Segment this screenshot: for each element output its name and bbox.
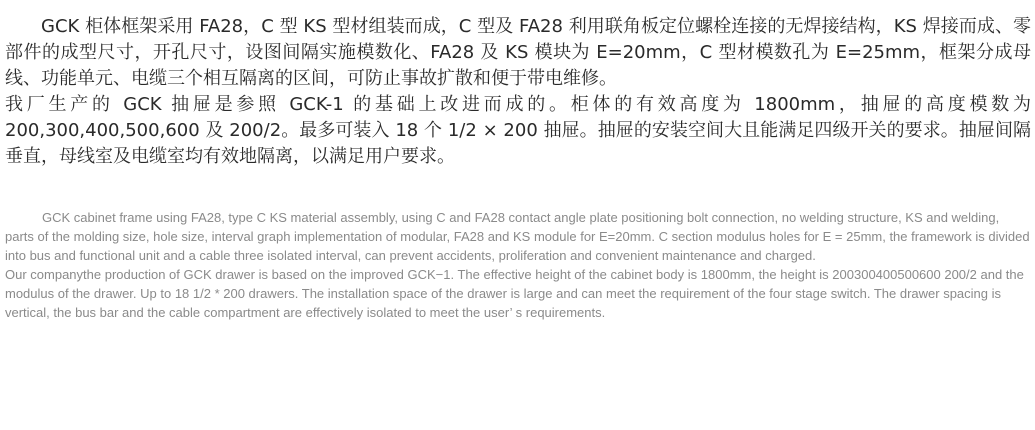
chinese-paragraph-drawer: 我厂生产的 GCK 抽屉是参照 GCK-1 的基础上改进而成的。柜体的有效高度为 1800mm，抽屉的高度模数为 200,300,400,500,600 及 200/2。最多可装入 18 个 1/2 × 200 抽屉。抽屉的安装空间大且能满足四级开关的要求。抽屉间隔垂直，母线室及电缆室均有效地隔离，以满足用户要求。 bbox=[5, 94, 1031, 167]
chinese-description bbox=[5, 14, 1031, 170]
english-paragraph-frame: GCK cabinet frame using FA28, type C KS material assembly, using C and FA28 contact angle plate positioning bolt connection, no welding structure, KS and welding, parts of the molding size, hole size, interval graph implementation of modular, FA28 and KS module for E=20mm. C section modulus holes for E = 25mm, the framework is divided into bus and functional unit and a cable three isolated interval, can prevent accidents, proliferation and convenient maintenance and charged. bbox=[5, 210, 1030, 263]
english-description bbox=[5, 208, 1031, 322]
chinese-paragraph-frame: GCK 柜体框架采用 FA28，C 型 KS 型材组装而成，C 型及 FA28 利用联角板定位螺栓连接的无焊接结构，KS 焊接而成、零部件的成型尺寸，开孔尺寸，设图间隔实施模数化、FA28 及 KS 模块为 E=20mm，C 型材模数孔为 E=25mm，框架分成母线、功能单元、电缆三个相互隔离的区间，可防止事故扩散和便于带电维修。 bbox=[5, 16, 1031, 89]
english-paragraph-drawer: Our companythe production of GCK drawer is based on the improved GCK−1. The effective height of the cabinet body is 1800mm, the height is 200300400500600 200/2 and the modulus of the drawer. Up to 18 1/2 * 200 drawers. The installation space of the drawer is large and can meet the requirement of the four stage switch. The drawer spacing is vertical, the bus bar and the cable compartment are effectively isolated to meet the user’ s requirements. bbox=[5, 267, 1024, 320]
